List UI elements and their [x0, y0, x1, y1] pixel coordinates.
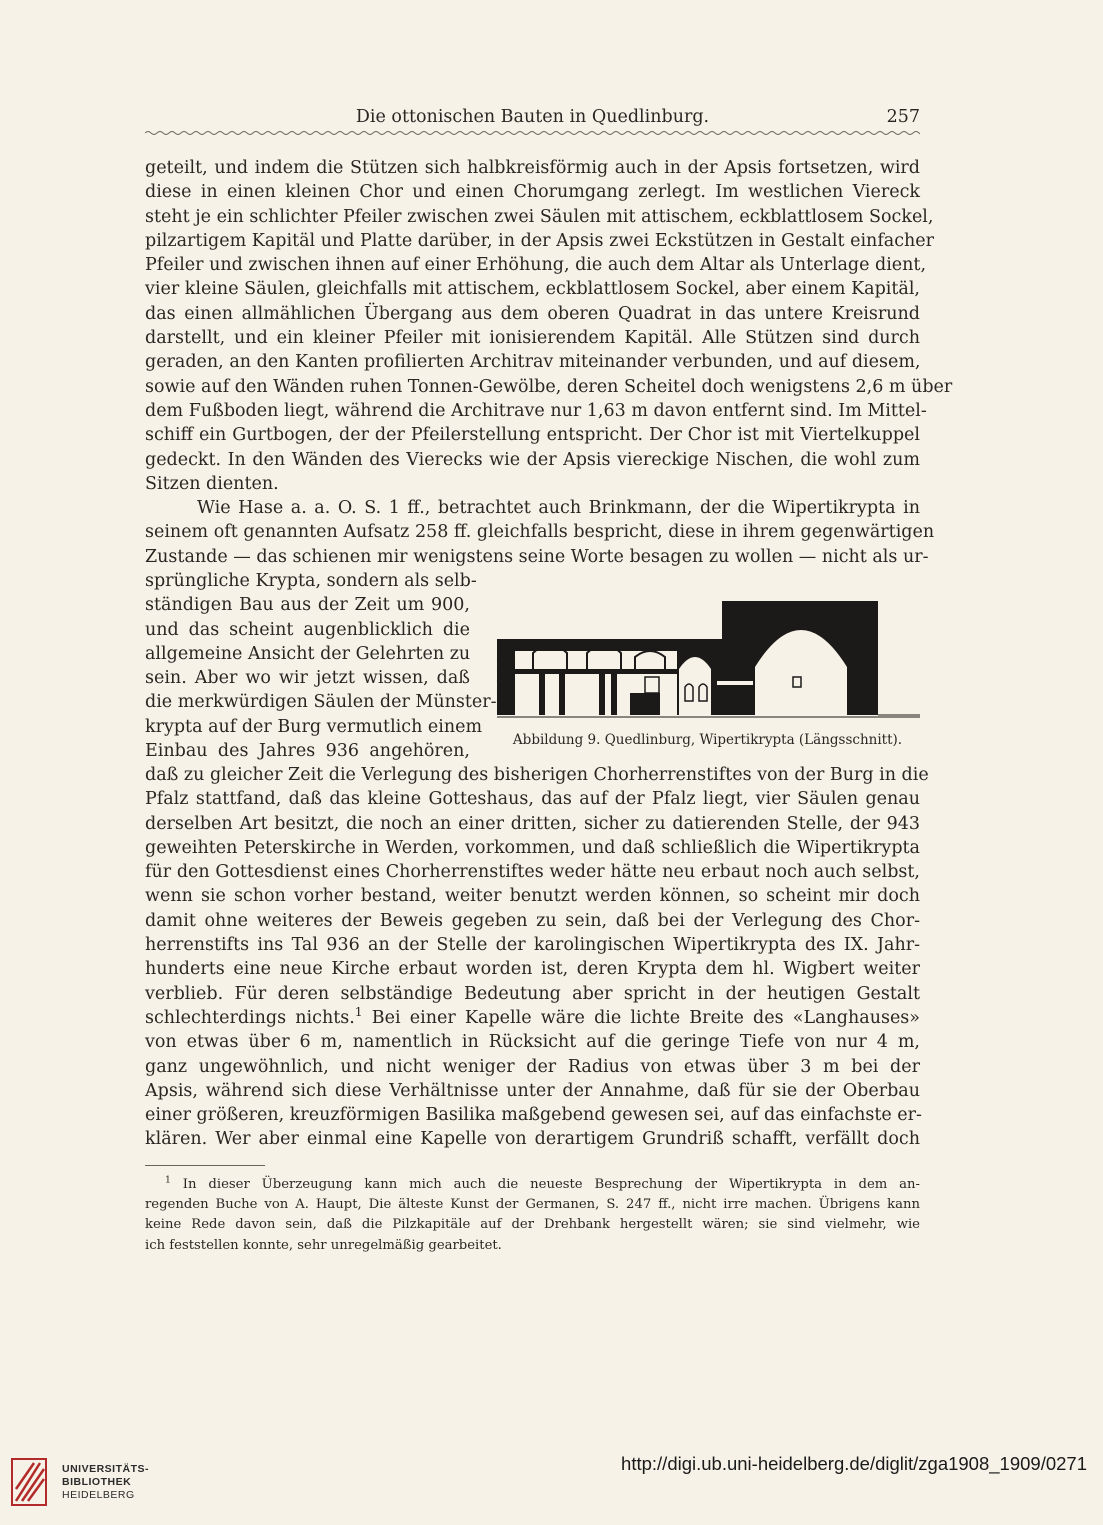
text-line: darstellt, und ein kleiner Pfeiler mit ionisierendem Kapitäl. Alle Stützen sind durch [145, 328, 920, 349]
text-line: vier kleine Säulen, gleichfalls mit attischem, eckblattlosem Sockel, aber einem Kapitäl, [145, 279, 920, 300]
text-line: Sitzen dienten. [145, 473, 279, 494]
text-line: Apsis, während sich diese Verhältnisse unter der Annahme, daß für sie der Oberbau [145, 1080, 920, 1101]
text-line: dem Fußboden liegt, während die Architrave nur 1,63 m davon entfernt sind. Im Mittel- [145, 400, 927, 421]
text-line: verblieb. Für deren selbständige Bedeutung aber spricht in der heutigen Gestalt [145, 983, 920, 1004]
text-line: seinem oft genannten Aufsatz 258 ff. gleichfalls bespricht, diese in ihrem gegenwärtigen [145, 522, 935, 543]
text-line: geraden, an den Kanten profilierten Architrav miteinander verbunden, und auf diesem, [145, 352, 921, 373]
figure-column [539, 674, 545, 715]
figure-altar [630, 693, 660, 715]
text-fragment: schlechterdings nichts. [145, 1007, 355, 1028]
figure-column [599, 674, 605, 715]
text-line: die merkwürdigen Säulen der Münster- [145, 692, 497, 713]
text-line: wenn sie schon vorher bestand, weiter benutzt werden können, so scheint mir doch [145, 886, 920, 907]
footnote-line: keine Rede davon sein, daß die Pilzkapitäle auf der Drehbank hergestellt wären; sie sind vielmehr, wie [145, 1217, 920, 1233]
figure-column [559, 674, 565, 715]
footnote [145, 1175, 920, 1256]
text-line: allgemeine Ansicht der Gelehrten zu [145, 643, 471, 664]
text-line: einer größeren, kreuzförmigen Basilika maßgebend gewesen sei, auf das einfachste er- [145, 1105, 922, 1126]
text-line: sein. Aber wo wir jetzt wissen, daß [145, 668, 470, 689]
text-line: steht je ein schlichter Pfeiler zwischen zwei Säulen mit attischem, eckblattlosem Sockel, [145, 206, 934, 227]
figure-altar-top [645, 677, 659, 693]
library-line: UNIVERSITÄTS- [62, 1463, 150, 1475]
text-line: für den Gottesdienst eines Chorherrenstiftes weder hätte neu erbaut noch auch selbst, [145, 862, 920, 883]
text-fragment: Bei einer Kapelle wäre die lichte Breite des «Langhauses» [362, 1007, 920, 1028]
footnote-line: ich feststellen konnte, sehr unregelmäßig gearbeitet. [145, 1237, 502, 1253]
footnote-rule [145, 1165, 265, 1166]
text-line: und das scheint augenblicklich die [145, 619, 470, 640]
text-line: pilzartigem Kapitäl und Platte darüber, in der Apsis zwei Eckstützen in Gestalt einfacher [145, 230, 935, 251]
text-line: ganz ungewöhnlich, und nicht weniger der Radius von etwas über 3 m bei der [145, 1056, 920, 1077]
footnote-ref[interactable]: 1 [354, 1005, 363, 1020]
text-line: von etwas über 6 m, namentlich in Rücksicht auf die geringe Tiefe von nur 4 m, [145, 1032, 920, 1053]
page-number: 257 [886, 107, 920, 127]
text-line: Zustande — das schienen mir wenigstens seine Worte besagen zu wollen — nicht als ur- [145, 546, 929, 567]
library-line: HEIDELBERG [62, 1489, 135, 1501]
text-line: Einbau des Jahres 936 angehören, [145, 741, 470, 762]
library-logo[interactable] [10, 1455, 210, 1515]
figure-architrave [515, 669, 677, 674]
running-head [145, 104, 920, 130]
wavy-rule [145, 130, 920, 136]
text-line-with-footnote-ref [145, 1006, 920, 1030]
text-line: Wie Hase a. a. O. S. 1 ff., betrachtet auch Brinkmann, der die Wipertikrypta in [197, 498, 920, 518]
text-line: herrenstifts ins Tal 936 an der Stelle der karolingischen Wipertikrypta des IX. Jahr- [145, 935, 920, 956]
text-line: das einen allmählichen Übergang aus dem oberen Quadrat in das untere Kreisrund [145, 303, 920, 324]
text-line: geteilt, und indem die Stützen sich halbkreisförmig auch in der Apsis fortsetzen, wird [145, 158, 920, 178]
text-line: klären. Wer aber einmal eine Kapelle von derartigem Grundriß schafft, verfällt doch [145, 1129, 920, 1150]
text-line: Pfeiler und zwischen ihnen auf einer Erhöhung, die auch dem Altar als Unterlage dient, [145, 255, 927, 276]
library-name [62, 1463, 149, 1502]
text-line: geweihten Peterskirche in Werden, vorkommen, und daß schließlich die Wipertikrypta [145, 837, 920, 858]
footnote-line [145, 1175, 920, 1195]
text-line: damit ohne weiteres der Beweis gegeben zu sein, daß bei der Verlegung des Chor- [145, 910, 920, 931]
figure-caption: Abbildung 9. Quedlinburg, Wipertikrypta (Längsschnitt). [512, 732, 903, 748]
text-line: ständigen Bau aus der Zeit um 900, [145, 595, 470, 616]
footnote-line: regenden Buche von A. Haupt, Die älteste Kunst der Germanen, S. 247 ff., nicht irre machen. Übrigens kann [145, 1197, 920, 1213]
text-line: sprüngliche Krypta, sondern als selb- [145, 571, 477, 591]
paragraph-2-continued [145, 763, 929, 1152]
text-line: daß zu gleicher Zeit die Verlegung des bisherigen Chorherrenstiftes von der Burg in die [145, 765, 929, 785]
library-emblem-icon [10, 1455, 54, 1511]
text-line: derselben Art besitzt, die noch an einer dritten, sicher zu datierenden Stelle, der 943 [145, 813, 920, 834]
text-line: gedeckt. In den Wänden des Vierecks wie der Apsis viereckige Nischen, die wohl zum [145, 449, 920, 470]
text-line: Pfalz stattfand, daß das kleine Gotteshaus, das auf der Pfalz liegt, vier Säulen genau [145, 789, 920, 810]
source-url[interactable]: http://digi.ub.uni-heidelberg.de/diglit/zga1908_1909/0271 [621, 1453, 1087, 1474]
text-line: diese in einen kleinen Chor und einen Chorumgang zerlegt. Im westlichen Viereck [145, 182, 920, 203]
figure-column [611, 674, 617, 715]
running-head-title: Die ottonischen Bauten in Quedlinburg. [355, 107, 710, 127]
text-line: krypta auf der Burg vermutlich einem [145, 716, 483, 737]
crypt-section-figure [495, 601, 920, 751]
text-line: hunderts eine neue Kirche erbaut worden ist, deren Krypta dem hl. Wigbert weiter [145, 959, 920, 980]
text-line: sowie auf den Wänden ruhen Tonnen-Gewölbe, deren Scheitel doch wenigstens 2,6 m über [145, 376, 953, 397]
paragraph-2 [145, 496, 935, 569]
text-fragment: In dieser Überzeugung kann mich auch die neueste Besprechung der Wipertikrypta in dem an- [170, 1177, 920, 1192]
text-line: schiff ein Gurtbogen, der der Pfeilerstellung entspricht. Der Chor ist mit Viertelkuppel [145, 425, 920, 446]
paragraph-1 [145, 156, 953, 496]
library-line: BIBLIOTHEK [62, 1476, 132, 1488]
figure-wall-band [717, 681, 753, 685]
footnote-marker: 1 [165, 1174, 171, 1186]
